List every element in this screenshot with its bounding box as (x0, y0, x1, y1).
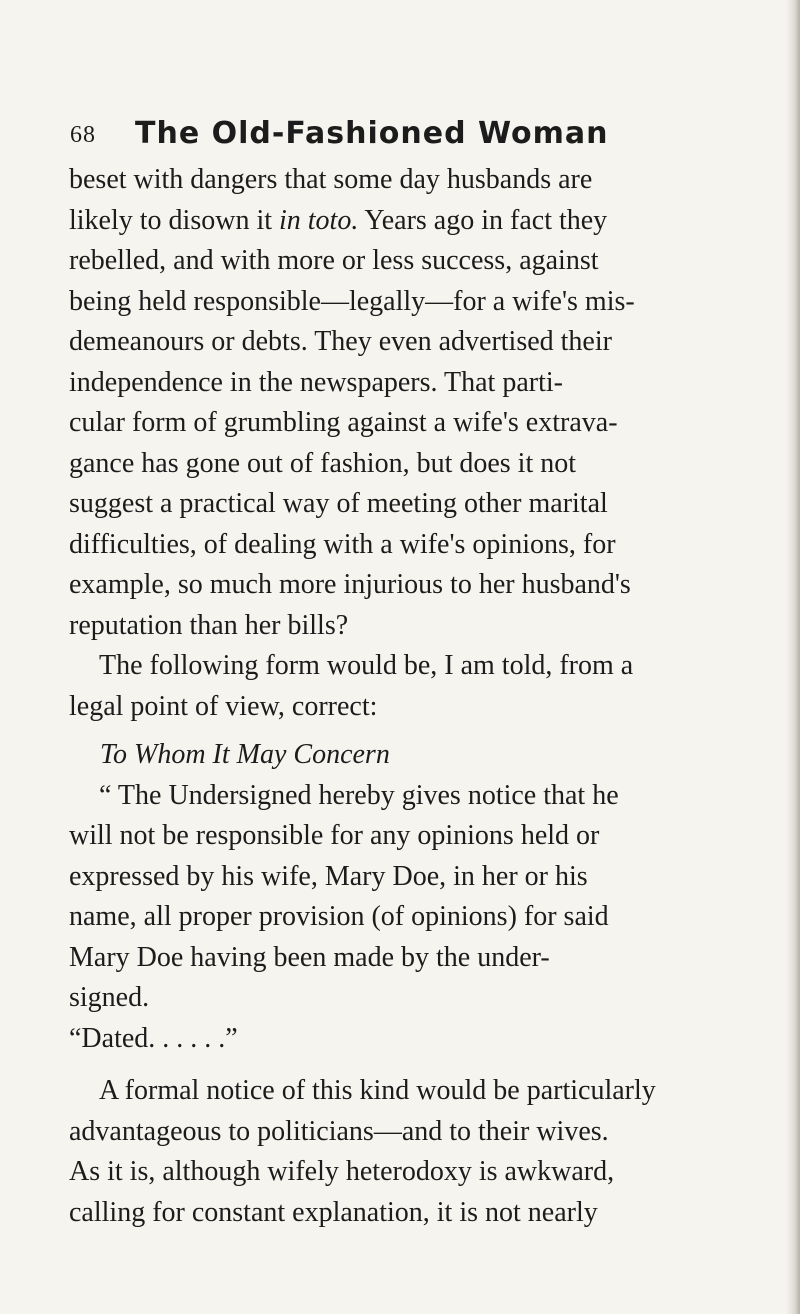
text-line: demeanours or debts. They even advertised their (69, 326, 612, 357)
text-fragment: likely to disown it (69, 204, 272, 236)
text-line (69, 201, 749, 242)
text-line: reputation than her bills? (69, 609, 349, 641)
text-line: As it is, although wifely heterodoxy is awkward, (69, 1156, 615, 1187)
body-text (69, 160, 749, 1233)
page-edge-shadow (786, 0, 800, 1314)
text-line: gance has gone out of fashion, but does it not (69, 447, 577, 479)
italic-phrase: in toto. (279, 204, 359, 236)
text-line: example, so much more injurious to her husband's (69, 569, 631, 600)
paragraph (69, 160, 749, 646)
text-line: legal point of view, correct: (69, 690, 378, 722)
notice-block (69, 735, 749, 1059)
text-line: rebelled, and with more or less success, against (69, 245, 599, 276)
page-header (70, 116, 770, 156)
notice-line: will not be responsible for any opinions held or (69, 820, 600, 851)
text-line: A formal notice of this kind would be particularly (99, 1075, 656, 1106)
notice-line: “ The Undersigned hereby gives notice that he (99, 779, 619, 811)
text-fragment: Years ago in fact they (364, 204, 608, 236)
notice-line: signed. (69, 982, 150, 1013)
paragraph (69, 1071, 749, 1233)
notice-dated: “Dated. . . . . .” (69, 1022, 238, 1054)
text-line: being held responsible—legally—for a wife's mis- (69, 285, 635, 317)
notice-line: Mary Doe having been made by the under- (69, 941, 550, 973)
notice-line: name, all proper provision (of opinions) for said (69, 901, 609, 932)
text-line: The following form would be, I am told, from a (99, 650, 634, 681)
text-line: advantageous to politicians—and to their wives. (69, 1115, 609, 1147)
running-head: The Old-Fashioned Woman (135, 116, 609, 151)
paragraph (69, 646, 749, 727)
text-line: suggest a practical way of meeting other marital (69, 488, 608, 519)
notice-title: To Whom It May Concern (100, 739, 390, 770)
text-line: difficulties, of dealing with a wife's opinions, for (69, 528, 616, 560)
text-line: cular form of grumbling against a wife's extrava- (69, 407, 618, 438)
text-line: independence in the newspapers. That parti- (69, 366, 563, 398)
text-line: calling for constant explanation, it is not nearly (69, 1196, 598, 1228)
text-line: beset with dangers that some day husbands are (69, 164, 593, 195)
notice-line: expressed by his wife, Mary Doe, in her or his (69, 860, 588, 892)
page-number: 68 (70, 122, 96, 148)
